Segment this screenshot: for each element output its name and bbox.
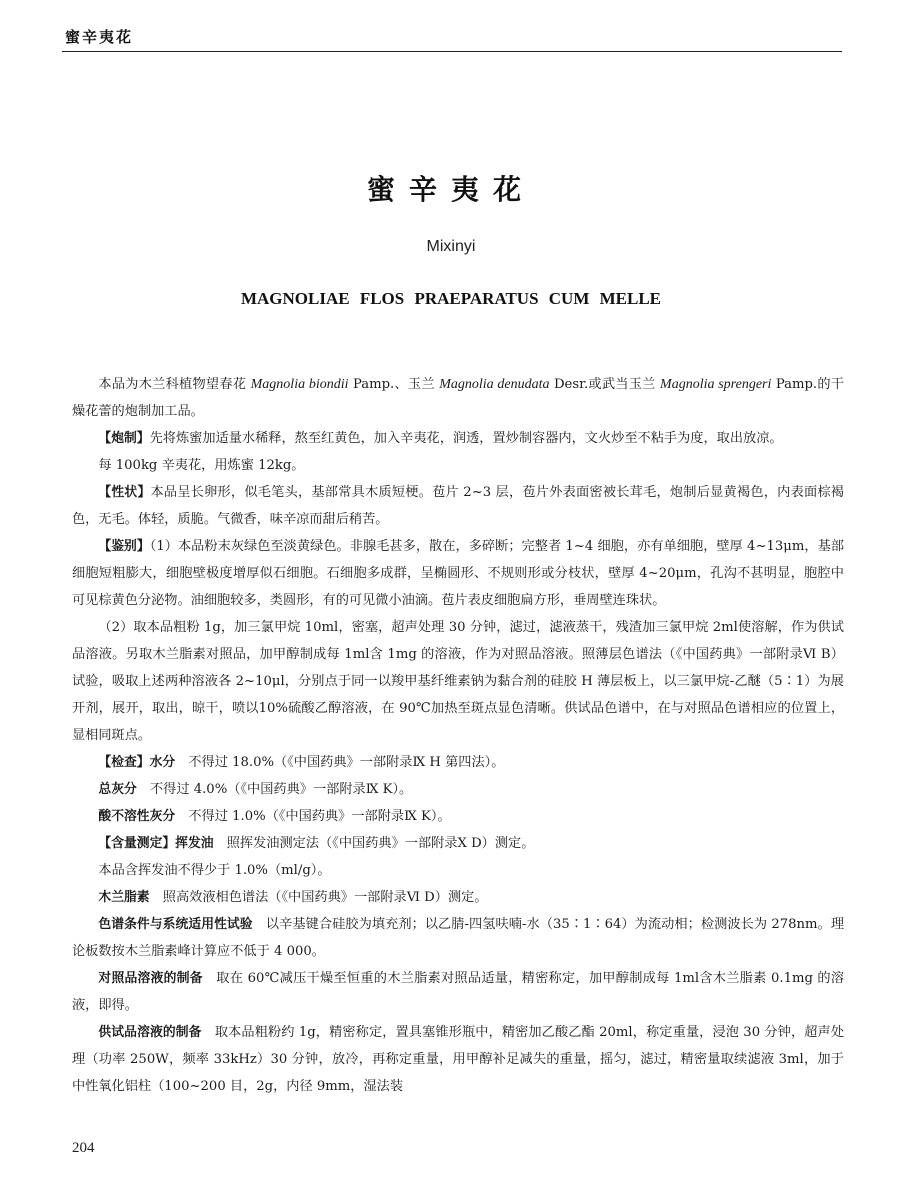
section-text: 本品呈长卵形，似毛笔头，基部常具木质短梗。苞片 2~3 层，苞片外表面密被长茸毛，炮制后显黄褐色，内表面棕褐色，无毛。体轻，质脆。气微香，味辛凉而甜后稍苦。 bbox=[72, 485, 844, 527]
species-name: Magnolia denudata bbox=[439, 377, 550, 392]
item-label: 酸不溶性灰分 bbox=[98, 809, 176, 824]
character-paragraph bbox=[72, 479, 844, 533]
item-label: 挥发油 bbox=[175, 836, 214, 851]
pinyin-name: Mixinyi bbox=[426, 238, 476, 255]
chromatography-paragraph bbox=[72, 911, 844, 965]
item-label: 总灰分 bbox=[98, 782, 137, 797]
monograph-body bbox=[72, 371, 844, 1100]
volatile-oil-limit-paragraph: 本品含挥发油不得少于 1.0%（ml/g）。 bbox=[98, 863, 331, 878]
intro-text: Pamp.的干燥花蕾的炮制加工品。 bbox=[72, 377, 844, 419]
section-label: 【鉴别】 bbox=[98, 539, 150, 554]
section-label: 【含量测定】 bbox=[98, 836, 176, 851]
item-text: 不得过 1.0%（《中国药典》一部附录Ⅸ K）。 bbox=[188, 809, 451, 824]
check-moisture-paragraph bbox=[72, 749, 844, 776]
running-head: 蜜辛夷花 bbox=[65, 28, 134, 46]
item-text: 不得过 4.0%（《中国药典》一部附录Ⅸ K）。 bbox=[149, 782, 413, 797]
item-text: 取在 60℃减压干燥至恒重的木兰脂素对照品适量，精密称定，加甲醇制成每 1ml含木兰脂素 0.1mg 的溶液，即得。 bbox=[72, 971, 845, 1013]
total-ash-paragraph bbox=[72, 776, 844, 803]
header-rule bbox=[62, 51, 842, 52]
identification-paragraph-1 bbox=[72, 533, 844, 614]
acid-ash-paragraph bbox=[72, 803, 844, 830]
section-text: 先将炼蜜加适量水稀释，熬至红黄色，加入辛夷花，润透，置炒制容器内，文火炒至不粘手为度，取出放凉。 bbox=[149, 431, 783, 446]
processing-paragraph bbox=[72, 425, 844, 452]
species-name: Magnolia biondii bbox=[250, 377, 349, 392]
item-text: 不得过 18.0%（《中国药典》一部附录Ⅸ H 第四法）。 bbox=[188, 755, 505, 770]
item-text: 以辛基键合硅胶为填充剂；以乙腈-四氢呋喃-水（35∶1∶64）为流动相；检测波长为 278nm。理论板数按木兰脂素峰计算应不低于 4 000。 bbox=[72, 917, 845, 959]
section-label: 【性状】 bbox=[98, 485, 151, 500]
latin-name: MAGNOLIAE FLOS PRAEPARATUS CUM MELLE bbox=[240, 289, 662, 308]
section-label: 【检查】 bbox=[98, 755, 150, 770]
assay-volatile-oil-paragraph bbox=[72, 830, 844, 857]
item-text: 照挥发油测定法（《中国药典》一部附录Ⅹ D）测定。 bbox=[226, 836, 535, 851]
page-title: 蜜辛夷花 bbox=[366, 173, 535, 206]
ratio-paragraph: 每 100kg 辛夷花，用炼蜜 12kg。 bbox=[98, 458, 305, 473]
item-label: 色谱条件与系统适用性试验 bbox=[98, 917, 253, 932]
item-label: 水分 bbox=[149, 755, 176, 770]
intro-text: Pamp.、玉兰 bbox=[348, 377, 440, 392]
species-name: Magnolia sprengeri bbox=[660, 377, 772, 392]
intro-text: Desr.或武当玉兰 bbox=[549, 377, 661, 392]
section-text: （1）本品粉末灰绿色至淡黄绿色。非腺毛甚多，散在，多碎断；完整者 1~4 细胞，亦有单细胞，壁厚 4~13μm，基部细胞短粗膨大，细胞壁极度增厚似石细胞。石细胞多成群，呈椭圆形、不规则形或分枝状，壁厚 4~20μm，孔沟不甚明显，胞腔中可见棕黄色分泌物。油细胞较多，类圆形，有的可见微小油滴。苞片表皮细胞扁方形，垂周壁连珠状。 bbox=[72, 539, 845, 608]
reference-solution-paragraph bbox=[72, 965, 844, 1019]
item-text: 照高效液相色谱法（《中国药典》一部附录Ⅵ D）测定。 bbox=[162, 890, 488, 905]
sample-solution-paragraph bbox=[72, 1019, 844, 1100]
item-label: 供试品溶液的制备 bbox=[98, 1025, 202, 1040]
section-label: 【炮制】 bbox=[98, 431, 150, 446]
item-label: 木兰脂素 bbox=[98, 890, 150, 905]
item-label: 对照品溶液的制备 bbox=[98, 971, 203, 986]
magnolin-paragraph bbox=[72, 884, 844, 911]
identification-paragraph-2: （2）取本品粗粉 1g，加三氯甲烷 10ml，密塞，超声处理 30 分钟，滤过，滤液蒸干，残渣加三氯甲烷 2ml使溶解，作为供试品溶液。另取木兰脂素对照品，加甲醇制成每 1ml含 1mg 的溶液，作为对照品溶液。照薄层色谱法（《中国药典》一部附录Ⅵ B）试验，吸取上述两种溶液各 2~10μl，分别点于同一以羧甲基纤维素钠为黏合剂的硅胶 H 薄层板上，以三氯甲烷-乙醚（5∶1）为展开剂，展开，取出，晾干，喷以10%硫酸乙醇溶液，在 90℃加热至斑点显色清晰。供试品色谱中，在与对照品色谱相应的位置上，显相同斑点。 bbox=[72, 620, 844, 743]
intro-paragraph bbox=[72, 371, 844, 425]
item-text: 取本品粗粉约 1g，精密称定，置具塞锥形瓶中，精密加乙酸乙酯 20ml，称定重量，浸泡 30 分钟，超声处理（功率 250W，频率 33kHz）30 分钟，放冷，再称定重量，用甲醇补足减失的重量，摇匀，滤过，精密量取续滤液 3ml，加于中性氧化铝柱（100~200 目，2g，内径 9mm，湿法装 bbox=[72, 1025, 845, 1094]
intro-text: 本品为木兰科植物望春花 bbox=[98, 377, 251, 392]
page-number: 204 bbox=[72, 1140, 95, 1156]
